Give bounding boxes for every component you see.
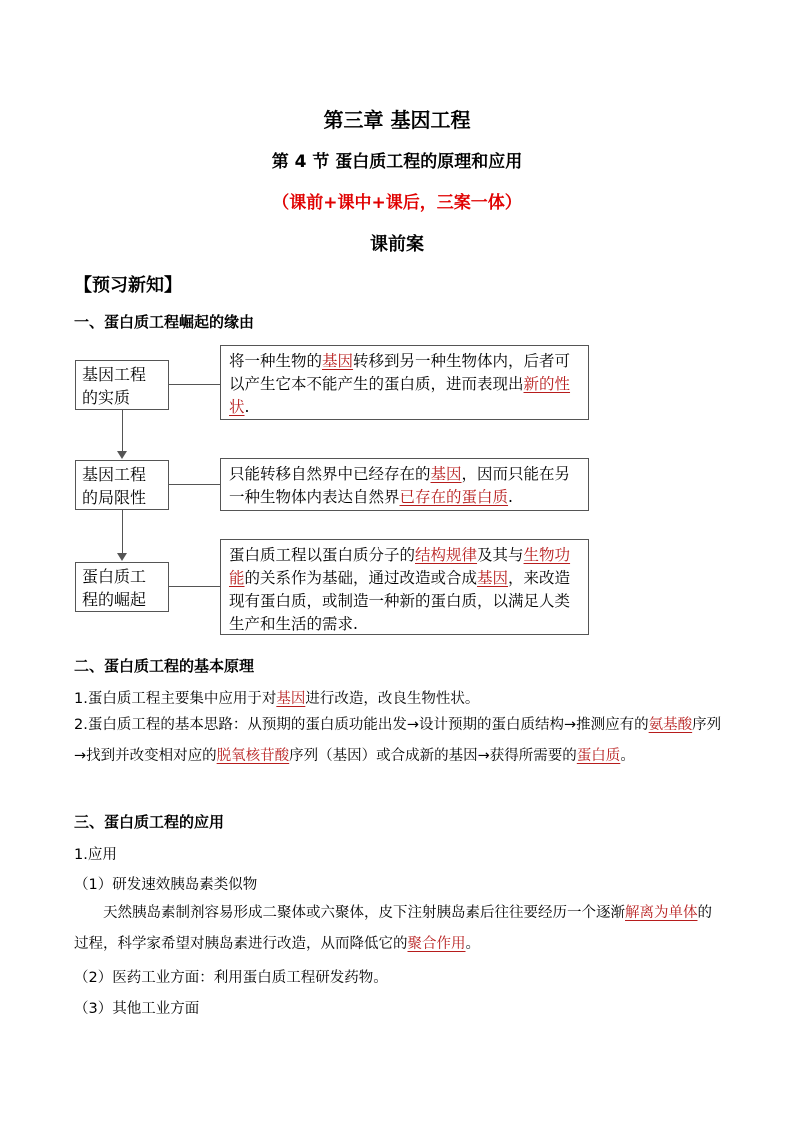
answer-blank: 聚合作用 (407, 936, 466, 952)
text: 。 (465, 936, 480, 952)
desc-text: 蛋白质工程以蛋白质分子的 (229, 546, 416, 564)
diagram-label-rise (75, 562, 169, 612)
principle-point-1 (74, 687, 479, 708)
answer-blank: 基因 (477, 569, 509, 587)
label-line: 基因工程 (82, 465, 147, 484)
text: 1.蛋白质工程主要集中应用于对 (74, 691, 277, 707)
answer-blank: 新的性状 (229, 375, 571, 416)
desc-text: . (508, 488, 513, 506)
desc-text: . (244, 398, 250, 416)
label-line: 的局限性 (82, 488, 147, 507)
section3-title: 三、蛋白质工程的应用 (74, 813, 225, 831)
label-line: 蛋白质工 (82, 567, 147, 586)
desc-text: 只能转移自然界中已经存在的 (229, 465, 431, 483)
diagram-desc-limitation (220, 458, 589, 511)
diagram-label-limitation (75, 460, 169, 510)
desc-text: ，因而只能在另一种生物体内表达自然界 (229, 465, 571, 506)
answer-blank: 生物功能 (229, 546, 571, 587)
text: 序列（基因）或合成新的基因→获得所需要的 (289, 748, 577, 764)
diagram-label-essence (75, 360, 169, 410)
diagram-desc-essence (220, 345, 589, 420)
answer-blank: 基因 (430, 465, 462, 483)
section-title: 第 4 节 蛋白质工程的原理和应用 (271, 152, 523, 172)
text: 。 (620, 748, 635, 764)
diagram-desc-rise (220, 539, 589, 635)
answer-blank: 已存在的蛋白质 (399, 488, 509, 506)
text: 进行改造，改良生物性状。 (305, 691, 480, 707)
arrow-down-icon (117, 553, 127, 561)
application-label: 1.应用 (74, 847, 117, 863)
insulin-paragraph (74, 898, 724, 960)
desc-text: ，来改造现有蛋白质，或制造一种新的蛋白质，以满足人类生产和生活的需求. (229, 569, 571, 633)
label-line: 基因工程 (82, 365, 147, 384)
application-item-1: （1）研发速效胰岛素类似物 (74, 877, 258, 893)
section1-title: 一、蛋白质工程崛起的缘由 (74, 313, 255, 331)
desc-text: 的关系作为基础，通过改造或合成 (244, 569, 478, 587)
chapter-title: 第三章 基因工程 (323, 108, 471, 132)
arrow-line (122, 510, 123, 554)
text: 的过程，科学家希望对胰岛素进行改造，从而降低它的 (74, 905, 712, 952)
answer-blank: 解离为单体 (625, 905, 698, 921)
answer-blank: 基因 (322, 352, 354, 370)
desc-text: 转移到另一种生物体内，后者可以产生它本不能产生的蛋白质，进而表现出 (229, 352, 571, 393)
arrow-down-icon (117, 451, 127, 459)
application-item-2: （2）医药工业方面：利用蛋白质工程研发药物。 (74, 970, 388, 986)
text: 2.蛋白质工程的基本思路：从预期的蛋白质功能出发→设计预期的蛋白质结构→推测应有的 (74, 717, 649, 733)
text: 天然胰岛素制剂容易形成二聚体或六聚体，皮下注射胰岛素后往往要经历一个逐渐 (103, 905, 625, 921)
arrow-line (122, 410, 123, 452)
answer-blank: 基因 (276, 691, 306, 707)
connector-line (169, 484, 220, 485)
connector-line (169, 586, 220, 587)
part-title: 课前案 (370, 234, 424, 255)
application-item-3: （3）其他工业方面 (74, 1001, 200, 1017)
desc-text: 将一种生物的 (229, 352, 323, 370)
label-line: 的实质 (82, 388, 131, 407)
connector-line (169, 384, 220, 385)
desc-text: 及其与 (477, 546, 524, 564)
answer-blank: 脱氧核苷酸 (216, 748, 290, 764)
label-line: 程的崛起 (82, 590, 147, 609)
preview-heading: 【预习新知】 (74, 275, 182, 296)
section2-title: 二、蛋白质工程的基本原理 (74, 657, 255, 675)
answer-blank: 蛋白质 (576, 748, 621, 764)
answer-blank: 结构规律 (415, 546, 478, 564)
text: 序列→找到并改变相对应的 (74, 717, 722, 764)
principle-point-2 (74, 710, 724, 772)
subtitle: （课前+课中+课后，三案一体） (272, 193, 522, 213)
answer-blank: 氨基酸 (648, 717, 693, 733)
